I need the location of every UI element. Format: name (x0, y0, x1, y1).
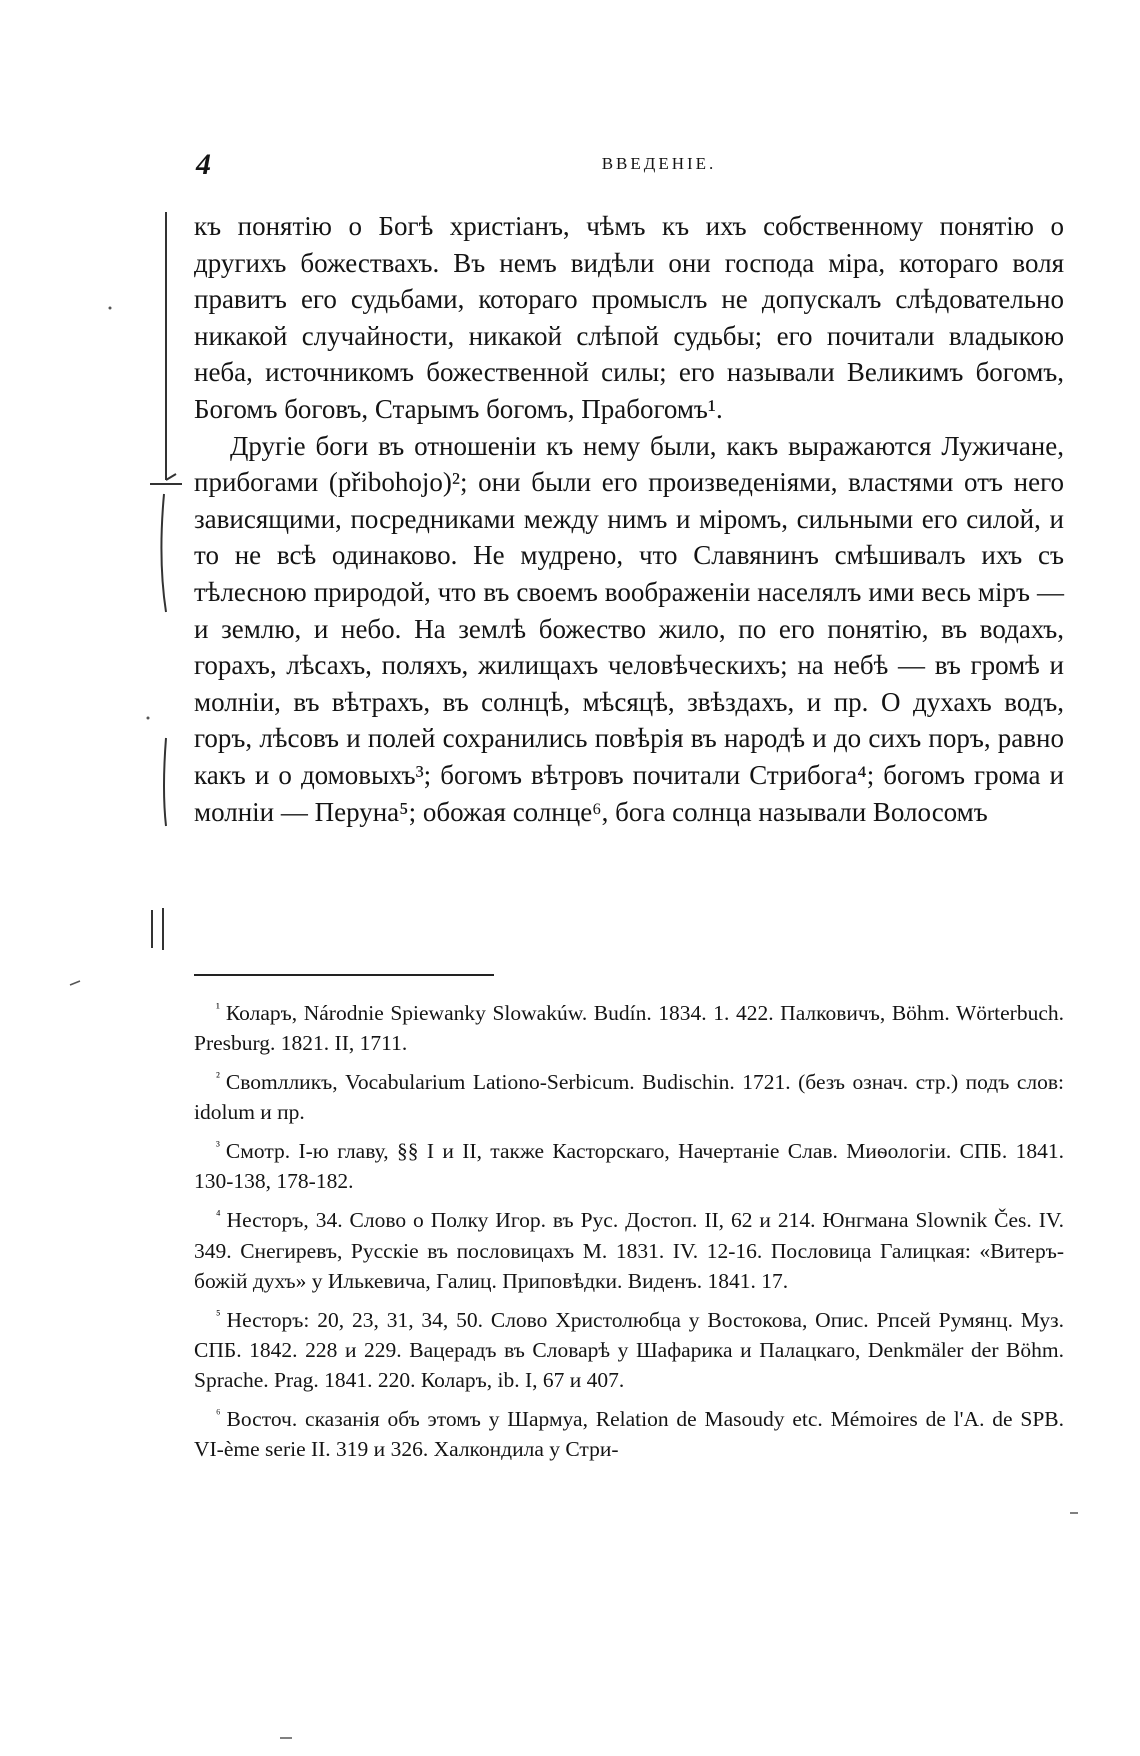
footnote-text: Восточ. сказанія объ этомъ у Шармуа, Relation de Masoudy etc. Mémoires de l'A. de SPB. VI-ème serie II. 319 и 326. Халкондила у Стри- (194, 1406, 1064, 1461)
footnote-marker: ¹ (216, 1000, 220, 1015)
footnote-marker: ⁶ (216, 1405, 221, 1421)
footnote-text: Коларъ, Národnie Spiewanky Slowakúw. Budín. 1834. 1. 422. Палковичъ, Böhm. Wörterbuch. Presburg. 1821. II, 1711. (194, 1001, 1064, 1056)
page-number: 4 (196, 148, 211, 181)
margin-line-2 (161, 494, 166, 612)
paragraph-1: къ понятію о Богѣ христіанъ, чѣмъ къ ихъ собственному понятію о другихъ божествахъ. Въ немъ видѣли они господа міра, котораго воля правитъ его судьбами, котораго промыслъ не допускалъ слѣдовательно никакой случайности, никакой слѣпой судьбы; его почитали владыкою неба, источникомъ божественной силы; его называли Великимъ богомъ, Богомъ боговъ, Старымъ богомъ, Прабогомъ¹. (194, 211, 1064, 424)
footnote-marker: ³ (216, 1138, 220, 1154)
footnote-marker: ² (216, 1069, 220, 1085)
footnote-marker: ⁴ (216, 1207, 221, 1223)
margin-line-4 (152, 908, 163, 950)
margin-line-3 (164, 738, 166, 826)
margin-dot (109, 307, 112, 310)
footnote-text: Своmлликъ, Vocabularium Lationo-Serbicum. Budischin. 1721. (безъ означ. стр.) подъ слов: idolum и пр. (194, 1070, 1064, 1125)
running-head: ВВЕДЕНІЕ. (601, 154, 717, 173)
footnote-text: Смотр. I-ю главу, §§ I и II, также Касторскаго, Начертаніе Слав. Миѳологіи. СПБ. 1841. 130-138, 178-182. (194, 1139, 1064, 1194)
footnote-marker: ⁵ (216, 1306, 221, 1322)
margin-dot (147, 717, 150, 720)
footnote-text: Несторъ, 34. Слово о Полку Игор. въ Рус. Достоп. II, 62 и 214. Юнгмана Slownik Čes. IV. 349. Снегиревъ, Русскіе въ пословицахъ М. 1831. IV. 12-16. Пословица Галицкая: «Витеръ-божій духъ» у Илькевича, Галиц. Приповѣдки. Виденъ. 1841. 17. (194, 1208, 1064, 1293)
margin-stroke (70, 981, 80, 985)
paragraph-2: Другіе боги въ отношеніи къ нему были, какъ выражаются Лужичане, прибогами (přibohojo)²; они были его произведеніями, властями отъ него зависящими, посредниками между нимъ и міромъ, сильными его силой, и то не всѣ одинаково. Не мудрено, что Славянинъ смѣшивалъ ихъ съ тѣлесною природой, что въ своемъ воображеніи населялъ ими весь міръ — и землю, и небо. На землѣ божество жило, по его понятію, въ водахъ, горахъ, лѣсахъ, поляхъ, жилищахъ человѣческихъ; на небѣ — въ громѣ и молніи, въ вѣтрахъ, въ солнцѣ, мѣсяцѣ, звѣздахъ, и пр. О духахъ водъ, горъ, лѣсовъ и полей сохранились повѣрія въ народѣ и до сихъ поръ, равно какъ и о домовыхъ³; богомъ вѣтровъ почитали Стрибога⁴; богомъ грома и молніи — Перуна⁵; обожая солнце⁶, бога солнца называли Волосомъ (194, 430, 1064, 827)
footnote-text: Несторъ: 20, 23, 31, 34, 50. Слово Христолюбца у Востокова, Опис. Рпсей Румянц. Муз. СПБ. 1842. 228 и 229. Вацерадъ въ Словарѣ у Шафарика и Палацкаго, Denkmäler der Böhm. Sprache. Prag. 1841. 220. Коларъ, ib. I, 67 и 407. (194, 1307, 1064, 1392)
